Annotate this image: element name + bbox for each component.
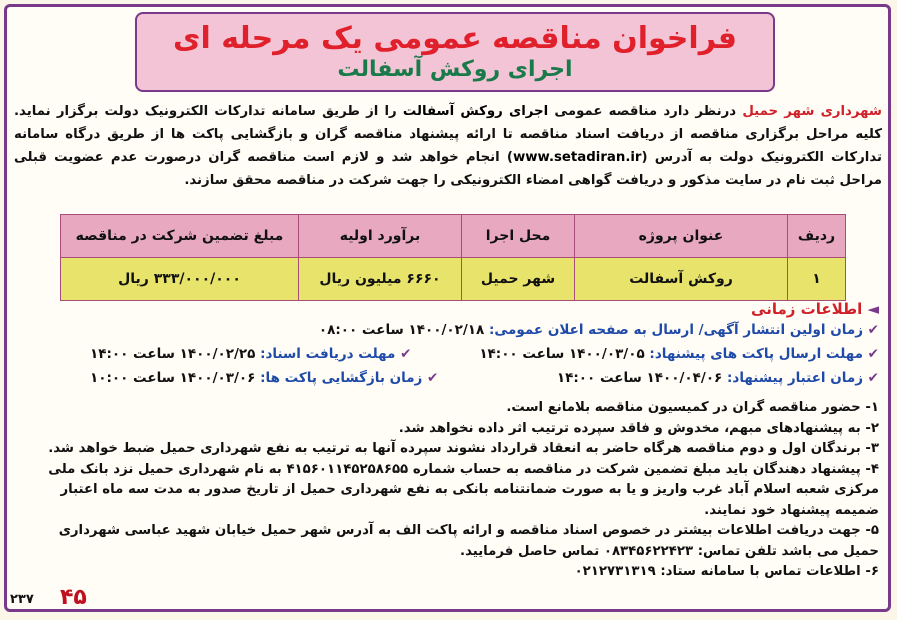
table-row — [61, 258, 846, 301]
check-icon: ✔ — [862, 322, 879, 338]
schedule-value: ۱۴۰۰/۰۳/۰۵ ساعت ۱۴:۰۰ — [479, 346, 650, 362]
col-header-project-title: عنوان پروژه — [575, 215, 788, 258]
intro-text-2: را از طریق سامانه تدارکات الکترونیک دولت برگزار نماید. کلیه مراحل برگزاری مناقصه از دریافت اسناد مناقصه تا ارائه پیشنهاد مناقصه گران و بازگشایی پاکت ها از طریق درگاه سامانه تدارکات الکترونیک دولت به آدرس ( — [14, 104, 882, 165]
schedule-value: ۱۴۰۰/۰۴/۰۶ ساعت ۱۴:۰۰ — [556, 370, 727, 386]
schedule-value: ۱۴۰۰/۰۳/۰۶ ساعت ۱۰:۰۰ — [90, 370, 261, 386]
project-name: اجرای روکش آسفالت — [402, 104, 549, 119]
list-item: ۳- برندگان اول و دوم مناقصه هرگاه حاضر به انعقاد قرارداد نشوند سپرده آنها به ترتیب به نفع شهرداری حمیل ضبط خواهد شد. — [48, 441, 879, 456]
schedule-item-submit-deadline — [479, 346, 879, 362]
schedule-item-document-deadline — [90, 346, 411, 362]
intro-paragraph — [14, 100, 882, 192]
schedule-item-opening — [90, 370, 438, 386]
list-item: ۴- پیشنهاد دهندگان باید مبلغ تضمین شرکت در مناقصه به حساب شماره ۴۱۵۶۰۱۱۴۵۲۵۸۶۵۵ به نام شهرداری حمیل نزد بانک ملی مرکزی شعبه اسلام آباد غرب واریز و یا به صورت ضمانتنامه بانکی به نفع شهرداری حمیل از تاریخ صدور به مدت سه ماه اعتبار ضمیمه پیشنهاد خود نمایند. — [48, 461, 879, 518]
list-item: ۶- اطلاعات تماس با سامانه ستاد: ۰۲۱۲۷۳۱۳۱۹ — [574, 564, 879, 579]
list-item: ۱- حضور مناقصه گران در کمیسیون مناقصه بلامانع است. — [506, 400, 879, 415]
title-banner — [135, 12, 775, 92]
cell-project-title: روکش آسفالت — [575, 258, 788, 301]
tender-table — [60, 214, 846, 301]
cell-location: شهر حمیل — [462, 258, 575, 301]
schedule-heading — [751, 300, 879, 318]
page-number: ۲۳۷ — [10, 592, 34, 607]
organization-name: شهرداری شهر حمیل — [742, 104, 882, 119]
col-header-row-number: ردیف — [788, 215, 846, 258]
check-icon: ✔ — [862, 346, 879, 362]
intro-text-1: درنظر دارد مناقصه عمومی — [548, 104, 743, 119]
schedule-heading-label: اطلاعات زمانی — [751, 300, 863, 318]
schedule-item-publish — [319, 322, 879, 338]
setad-link[interactable]: www.setadiran.ir — [512, 150, 642, 165]
table-header-row — [61, 215, 846, 258]
schedule-label: زمان اولین انتشار آگهی/ ارسال به صفحه اعلان عمومی: — [488, 322, 863, 338]
col-header-location: محل اجرا — [462, 215, 575, 258]
schedule-value: ۱۴۰۰/۰۲/۱۸ ساعت ۰۸:۰۰ — [318, 322, 489, 338]
schedule-label: مهلت دریافت اسناد: — [260, 346, 396, 362]
arrow-bullet-icon: ◄ — [862, 300, 879, 318]
intro-text-3: ) انجام خواهد شد و لازم است مناقصه گران درصورت عدم عضویت قبلی مراحل ثبت نام در سایت مذکور و دریافت گواهی امضاء الکترونیکی را جهت شرکت در مناقصه محقق سازند. — [14, 150, 882, 188]
schedule-value: ۱۴۰۰/۰۲/۲۵ ساعت ۱۴:۰۰ — [90, 346, 261, 362]
check-icon: ✔ — [862, 370, 879, 386]
schedule-label: زمان بازگشایی پاکت ها: — [260, 370, 423, 386]
check-icon: ✔ — [422, 370, 439, 386]
schedule-label: مهلت ارسال پاکت های پیشنهاد: — [649, 346, 863, 362]
cell-guarantee: ۳۳۳/۰۰۰/۰۰۰ ریال — [61, 258, 299, 301]
col-header-guarantee: مبلغ تضمین شرکت در مناقصه — [61, 215, 299, 258]
cell-row-number: ۱ — [788, 258, 846, 301]
handwritten-mark: ۴۵ — [60, 585, 87, 610]
check-icon: ✔ — [395, 346, 412, 362]
cell-estimate: ۶۶۶۰ میلیون ریال — [299, 258, 462, 301]
notes-list — [19, 398, 879, 583]
schedule-item-validity — [557, 370, 879, 386]
list-item: ۲- به پیشنهادهای مبهم، مخدوش و فاقد سپرده ترتیب اثر داده نخواهد شد. — [398, 420, 879, 436]
col-header-estimate: برآورد اولیه — [299, 215, 462, 258]
page-subtitle: اجرای روکش آسفالت — [337, 57, 573, 82]
list-item: ۵- جهت دریافت اطلاعات بیشتر در خصوص اسناد مناقصه و ارائه پاکت الف به آدرس شهر حمیل خیابان شهید عباسی شهرداری حمیل می باشد تلفن تماس: ۰۸۳۴۵۶۲۲۴۲۳ تماس حاصل فرمایید. — [58, 523, 879, 559]
page-title: فراخوان مناقصه عمومی یک مرحله ای — [172, 21, 737, 56]
schedule-label: زمان اعتبار پیشنهاد: — [727, 370, 863, 386]
